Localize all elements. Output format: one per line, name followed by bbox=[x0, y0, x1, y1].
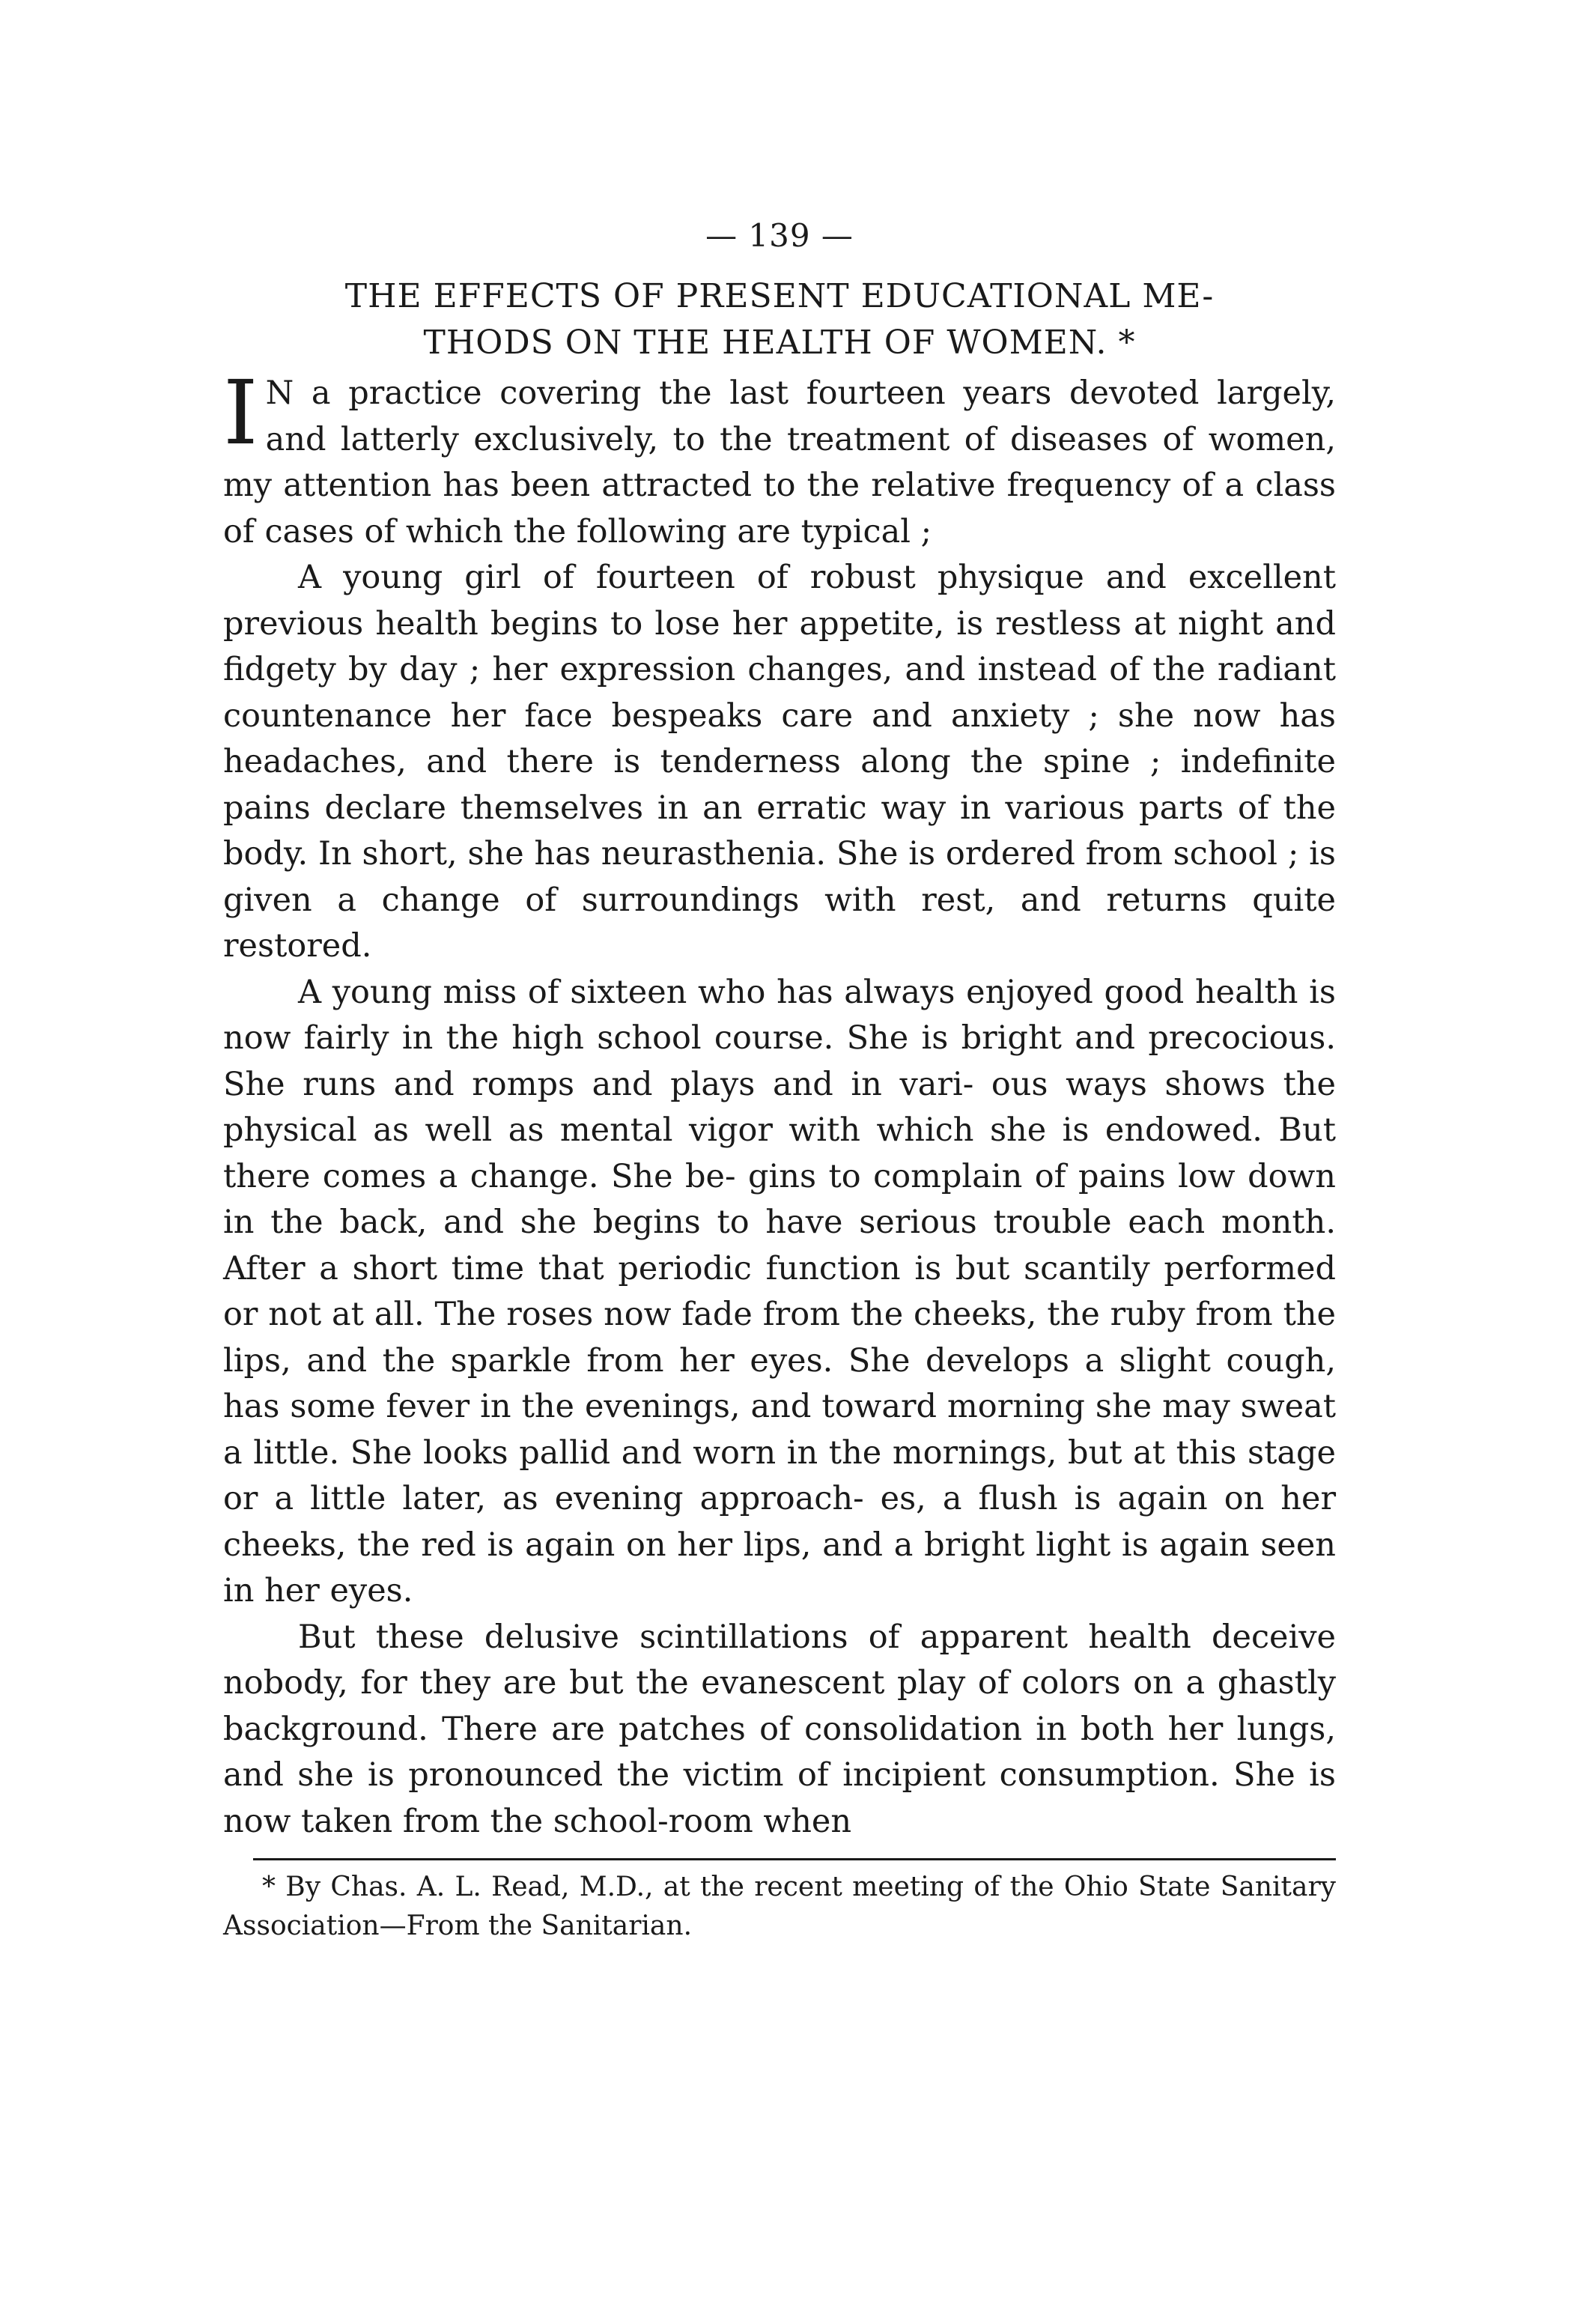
article-body bbox=[223, 361, 1336, 1845]
paragraph-4: But these delusive scintillations of apparent health deceive nobody, for they are but the evanescent play of colors on a ghastly background. There are patches of consolidation in both her lungs, and she is pronounced the victim of incipient consumption. She is now taken from the school-room when bbox=[223, 1618, 1336, 1840]
article-title bbox=[223, 273, 1336, 366]
paragraph-1-text: N a practice covering the last fourteen years devoted largely, and latterly exclusively, to the treatment of diseases of women, my attention has been attracted to the relative frequency of a class of cases of which the following are typical ; bbox=[223, 374, 1336, 550]
paragraph-2: A young girl of fourteen of robust physique and excellent previous health begins to lose her appetite, is restless at night and fidgety by day ; her expression changes, and instead of the radiant countenance her face bespeaks care and anxiety ; she now has headaches, and there is tenderness along the spine ; indefinite pains declare themselves in an erratic way in various parts of the body. In short, she has neurasthenia. She is ordered from school ; is given a change of surroundings with rest, and returns quite restored. bbox=[223, 559, 1336, 965]
book-page bbox=[223, 217, 1336, 1946]
footnote: * By Chas. A. L. Read, M.D., at the recent meeting of the Ohio State Sanitary Association—From the Sanitarian. bbox=[223, 1872, 1336, 1941]
title-line-1: THE EFFECTS OF PRESENT EDUCATIONAL ME- bbox=[344, 277, 1215, 315]
footnote-divider bbox=[253, 1858, 1336, 1860]
drop-cap: I bbox=[223, 361, 258, 464]
paragraph-3: A young miss of sixteen who has always enjoyed good health is now fairly in the high school course. She is bright and precocious. She runs and romps and plays and in vari- ous ways shows the physical as well as mental vigor with which she is endowed. But there comes a change. She be- gins to complain of pains low down in the back, and she begins to have serious trouble each month. After a short time that periodic function is but scantily performed or not at all. The roses now fade from the cheeks, the ruby from the lips, and the sparkle from her eyes. She develops a slight cough, has some fever in the evenings, and toward morning she may sweat a little. She looks pallid and worn in the mornings, but at this stage or a little later, as evening approach- es, a flush is again on her cheeks, the red is again on her lips, and a bright light is again seen in her eyes. bbox=[223, 973, 1336, 1609]
paragraph-1 bbox=[223, 361, 1336, 555]
title-line-2: THODS ON THE HEALTH OF WOMEN. * bbox=[423, 324, 1136, 362]
page-number: — 139 — bbox=[705, 217, 854, 254]
